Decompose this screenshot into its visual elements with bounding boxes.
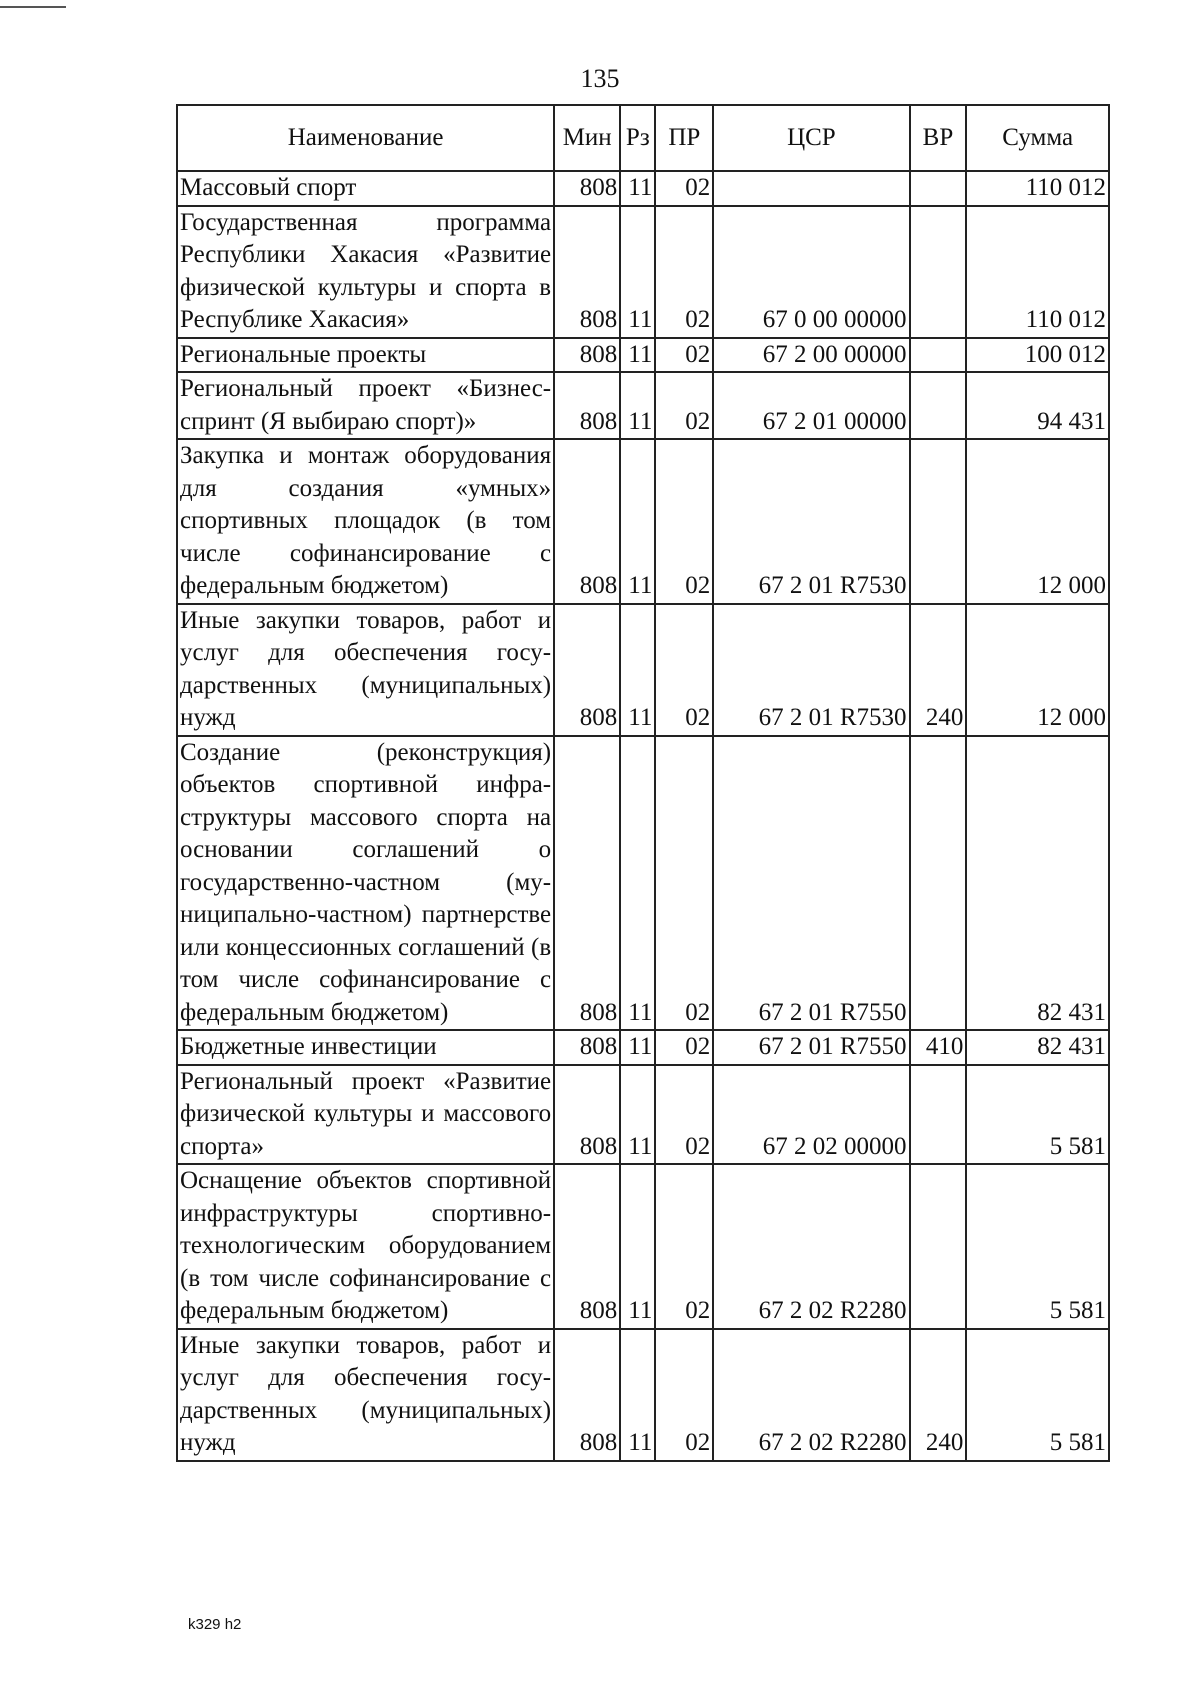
cell-min: 808 [554,1030,620,1065]
cell-pr: 02 [655,439,713,604]
cell-sum: 82 431 [966,736,1109,1031]
cell-sum: 5 581 [966,1065,1109,1165]
cell-csr: 67 2 01 R7550 [713,736,909,1031]
cell-min: 808 [554,439,620,604]
cell-rz: 11 [620,1030,655,1065]
cell-min: 808 [554,1329,620,1461]
cell-pr: 02 [655,372,713,439]
cell-sum: 5 581 [966,1329,1109,1461]
cell-rz: 11 [620,372,655,439]
cell-rz: 11 [620,604,655,736]
cell-sum: 100 012 [966,338,1109,373]
cell-vr [910,439,967,604]
cell-min: 808 [554,1065,620,1165]
cell-pr: 02 [655,171,713,206]
table-row [177,372,1109,439]
cell-name: Иные закупки товаров, работ и услуг для обеспечения государственных (муниципальных) нужд [177,604,554,736]
cell-csr: 67 0 00 00000 [713,206,909,338]
table-row [177,206,1109,338]
cell-rz: 11 [620,439,655,604]
cell-name: Региональный проект «Развитие физической культуры и массового спорта» [177,1065,554,1165]
cell-min: 808 [554,372,620,439]
table-row [177,338,1109,373]
table-row [177,1164,1109,1329]
table-row [177,1030,1109,1065]
cell-vr [910,338,967,373]
table-body [177,171,1109,1461]
cell-sum: 82 431 [966,1030,1109,1065]
cell-csr: 67 2 00 00000 [713,338,909,373]
cell-sum: 110 012 [966,171,1109,206]
cell-vr: 240 [910,1329,967,1461]
table-row [177,604,1109,736]
cell-rz: 11 [620,736,655,1031]
cell-pr: 02 [655,1329,713,1461]
cell-name: Создание (реконструкция) объектов спортивной инфраструктуры массового спорта на основании соглашений о государственно-частном (муниципально-частном) партнерстве или концессионных соглашений (в том числе софинансирование с федеральным бюджетом) [177,736,554,1031]
cell-min: 808 [554,171,620,206]
cell-csr [713,171,909,206]
cell-vr: 410 [910,1030,967,1065]
cell-pr: 02 [655,1065,713,1165]
cell-name: Региональный проект «Бизнес-спринт (Я выбираю спорт)» [177,372,554,439]
cell-min: 808 [554,206,620,338]
cell-name: Иные закупки товаров, работ и услуг для обеспечения государственных (муниципальных) нужд [177,1329,554,1461]
cell-pr: 02 [655,1030,713,1065]
cell-rz: 11 [620,1164,655,1329]
cell-rz: 11 [620,206,655,338]
cell-csr: 67 2 01 00000 [713,372,909,439]
header-csr: ЦСР [713,105,909,171]
cell-name: Закупка и монтаж оборудования для создания «умных» спортивных площадок (в том числе софинансирование с федеральным бюджетом) [177,439,554,604]
cell-vr [910,372,967,439]
table-row [177,1065,1109,1165]
cell-csr: 67 2 02 00000 [713,1065,909,1165]
cell-pr: 02 [655,206,713,338]
cell-csr: 67 2 02 R2280 [713,1329,909,1461]
cell-vr [910,206,967,338]
cell-sum: 110 012 [966,206,1109,338]
header-name: Наименование [177,105,554,171]
cell-name: Массовый спорт [177,171,554,206]
cell-pr: 02 [655,604,713,736]
header-sum: Сумма [966,105,1109,171]
cell-name: Бюджетные инвестиции [177,1030,554,1065]
table-row [177,439,1109,604]
cell-sum: 12 000 [966,604,1109,736]
corner-scan-line [0,6,66,8]
cell-pr: 02 [655,736,713,1031]
table-row [177,1329,1109,1461]
cell-name: Региональные проекты [177,338,554,373]
cell-min: 808 [554,604,620,736]
cell-pr: 02 [655,338,713,373]
footer-code: k329 h2 [188,1616,242,1633]
header-rz: Рз [620,105,655,171]
cell-sum: 5 581 [966,1164,1109,1329]
cell-rz: 11 [620,338,655,373]
cell-sum: 12 000 [966,439,1109,604]
cell-rz: 11 [620,171,655,206]
cell-vr [910,1065,967,1165]
cell-csr: 67 2 02 R2280 [713,1164,909,1329]
table-row [177,171,1109,206]
cell-rz: 11 [620,1065,655,1165]
cell-vr [910,1164,967,1329]
header-min: Мин [554,105,620,171]
cell-min: 808 [554,736,620,1031]
cell-csr: 67 2 01 R7550 [713,1030,909,1065]
cell-vr [910,736,967,1031]
cell-name: Государственная программа Республики Хакасия «Развитие физической культуры и спорта в Республике Хакасия» [177,206,554,338]
cell-rz: 11 [620,1329,655,1461]
table-header-row [177,105,1109,171]
cell-pr: 02 [655,1164,713,1329]
cell-name: Оснащение объектов спортивной инфраструктуры спортивно-технологическим оборудованием (в том числе софинансирование с федеральным бюджетом) [177,1164,554,1329]
cell-min: 808 [554,338,620,373]
cell-csr: 67 2 01 R7530 [713,604,909,736]
page-number: 135 [580,64,620,93]
cell-min: 808 [554,1164,620,1329]
cell-vr: 240 [910,604,967,736]
cell-vr [910,171,967,206]
cell-csr: 67 2 01 R7530 [713,439,909,604]
table-row [177,736,1109,1031]
budget-table [176,104,1110,1462]
header-pr: ПР [655,105,713,171]
cell-sum: 94 431 [966,372,1109,439]
header-vr: ВР [910,105,967,171]
